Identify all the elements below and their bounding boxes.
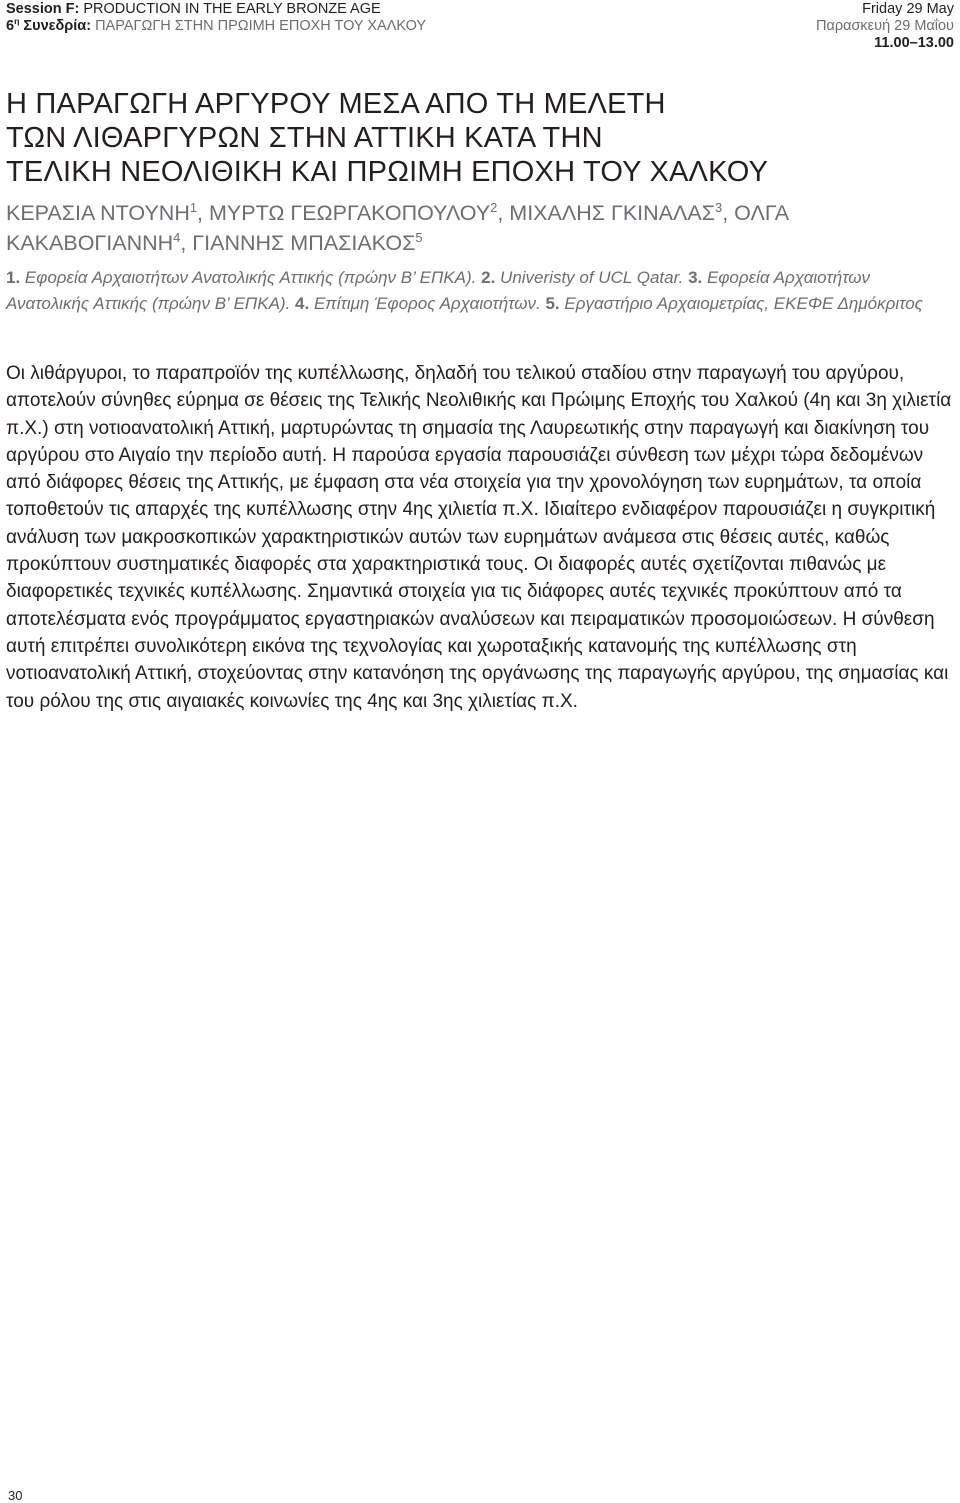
affiliation-num: 1. [6,268,21,287]
affiliation-item [6,268,476,287]
paper-title: Η ΠΑΡΑΓΩΓΗ ΑΡΓΥΡΟΥ ΜΕΣΑ ΑΠΟ ΤΗ ΜΕΛΕΤΗ ΤΩΝ ΛΙΘΑΡΓΥΡΩΝ ΣΤΗΝ ΑΤΤΙΚΗ ΚΑΤΑ ΤΗΝ ΤΕΛΙΚΗ ΝΕΟΛΙΘΙΚΗ ΚΑΙ ΠΡΩΙΜΗ ΕΠΟΧΗ ΤΟΥ ΧΑΛΚΟΥ [6,88,769,188]
session-gr-title: ΠΑΡΑΓΩΓΗ ΣΤΗΝ ΠΡΩΙΜΗ ΕΠΟΧΗ ΤΟΥ ΧΑΛΚΟΥ [95,18,427,34]
author-name: ΟΛΓΑ ΚΑΚΑΒΟΓΙΑΝΝΗ [6,201,788,255]
affiliation-text: Εφορεία Αρχαιοτήτων Ανατολικής Αττικής (πρώην Β’ ΕΠΚΑ). [24,268,477,287]
affiliation-item [481,268,683,287]
author-name: ΜΙΧΑΛΗΣ ΓΚΙΝΑΛΑΣ [509,201,716,225]
author-list [6,198,950,258]
author-sep: , [722,201,735,225]
author-sup: 1 [189,199,198,215]
author [6,201,209,225]
affiliation-text: Εργαστήριο Αρχαιομετρίας, ΕΚΕΦΕ Δημόκριτος [564,294,923,313]
session-line-gr [6,18,426,35]
author-sep: , [197,201,209,225]
affiliation-num: 2. [481,268,496,287]
session-gr-num: 6 [6,18,15,34]
page-header [6,0,954,52]
date-en: Friday 29 May [862,1,954,17]
author-sup: 2 [490,199,498,215]
author-name: ΚΕΡΑΣΙΑ ΝΤΟΥΝΗ [6,201,190,225]
affiliation-item [545,294,923,313]
session-gr-sup: η [14,16,20,27]
session-line-en [6,1,426,18]
abstract-text: Οι λιθάργυροι, το παραπροϊόν της κυπέλλωσης, δηλαδή του τελικού σταδίου στην παραγωγή του αργύρου, αποτελούν σύνηθες εύρημα σε θέσεις της Τελικής Νεολιθικής και Πρώιμης Εποχής του Χαλκού (4η και 3η χιλιετία π.Χ.) στη νοτιοανατολική Αττική, μαρτυρώντας τη σημασία της Λαυρεωτικής στην παραγωγή και διακίνηση του αργύρου στο Αιγαίο την περίοδο αυτή. Η παρούσα εργασία παρουσιάζει σύνθεση των μέχρι τώρα δεδομένων από διάφορες θέσεις της Αττικής, με έμφαση στα νέα στοιχεία για την χρονολόγηση των ευρημάτων, τα οποία τοποθετούν τις απαρχές της κυπέλλωσης στην 4ης χιλιετία π.Χ. Ιδιαίτερο ενδιαφέρον παρουσιάζει η συγκριτική ανάλυση των μακροσκοπικών χαρακτηριστικών αυτών των ευρημάτων ανάμεσα στις θέσεις αυτές, καθώς προκύπτουν συστηματικές διαφορές στα χαρακτηριστικά τους. Οι διαφορές αυτές σχετίζονται πιθανώς με διαφορετικές τεχνικές κυπέλλωσης. Σημαντικά στοιχεία για τις διάφορες αυτές τεχνικές προκύπτουν από τα αποτελέσματα ενός προγράμματος εργαστηριακών αναλύσεων και πειραματικών προσομοιώσεων. Η σύνθεση αυτή επιτρέπει συνολικότερη εικόνα της τεχνολογίας και χωροταξικής κατανομής της κυπέλλωσης στη νοτιοανατολική Αττική, στοχεύοντας στην κατανόηση της οργάνωσης της παραγωγής αργύρου, της σημασίας και του ρόλου της στις αιγαιακές κοινωνίες της 4ης και 3ης χιλιετίας π.Χ. [6,363,952,712]
page-number: 30 [8,1488,23,1503]
author-sep: , [497,201,510,225]
session-gr-label: Συνεδρία: [23,18,92,34]
author [192,231,422,255]
session-label: Session F: [6,1,80,17]
affiliation-num: 3. [688,268,703,287]
session-datetime [816,1,954,52]
author-name: ΓΙΑΝΝΗΣ ΜΠΑΣΙΑΚΟΣ [192,231,416,255]
author-sup: 5 [415,229,423,245]
affiliation-text: Εφορεία Αρχαιοτήτων Ανατολικής Αττικής (πρώην Β’ ΕΠΚΑ). [6,268,871,313]
author [509,201,734,225]
affiliation-item [295,294,541,313]
session-time: 11.00–13.00 [874,35,954,51]
session-title: PRODUCTION IN THE EARLY BRONZE AGE [83,1,381,17]
author-name: ΜΥΡΤΩ ΓΕΩΡΓΑΚΟΠΟΥΛΟΥ [208,201,491,225]
author [209,201,509,225]
date-gr: Παρασκευή 29 Μαΐου [815,18,954,34]
affiliation-text: Univeristy of UCL Qatar. [500,268,684,287]
author-sep: , [180,231,193,255]
affiliation-text: Επίτιμη Έφορος Αρχαιοτήτων. [313,294,541,313]
affiliation-num: 4. [295,294,310,313]
affiliation-list [6,265,948,317]
session-info [6,1,426,35]
author-sup: 4 [173,229,181,245]
author-sup: 3 [715,199,723,215]
affiliation-num: 5. [545,294,560,313]
